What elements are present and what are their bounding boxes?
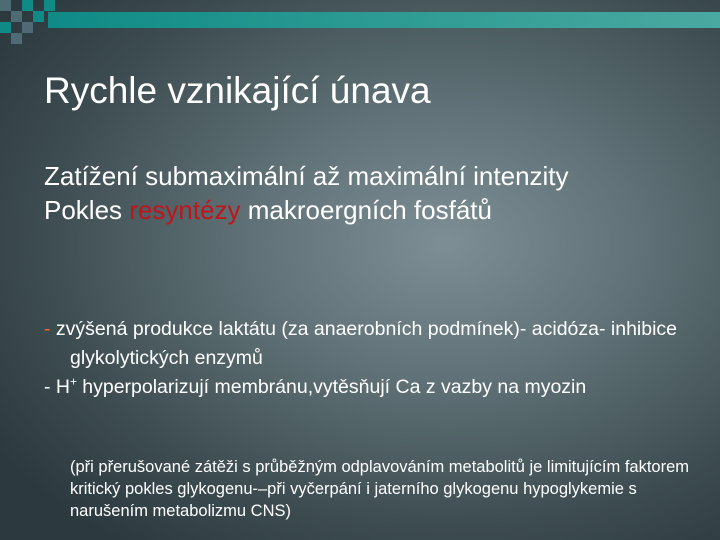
bullet-resynthesis-before: Pokles [44,195,130,225]
sub-bullet-lactate [44,315,684,373]
hydrogen-superscript: + [70,375,77,389]
sub-bullets [44,315,684,402]
sub-bullet-hydrogen-text: hyperpolarizují membránu,vytěsňují Ca z vazby na myozin [76,376,587,398]
slide-title: Rychle vznikající únava [44,70,431,111]
accent-bar [48,12,720,28]
main-bullets [44,160,694,228]
bullet-resynthesis [44,194,694,226]
dash-marker: - [44,376,51,398]
bullet-resynthesis-after: makroergních fosfátů [240,195,492,225]
sub-bullet-lactate-text: zvýšená produkce laktátu (za anaerobních podmínek)- acidóza- inhibice glykolytických enzymů [55,318,678,369]
sub-bullet-hydrogen [44,373,684,402]
dash-marker: - [44,318,51,340]
glycogen-note: (při přerušované zátěži s průběžným odplavováním metabolitů je limitujícím faktorem kritický pokles glykogenu-–při vyčerpání i jaterního glykogenu hypoglykemie s narušením metabolizmu CNS) [70,458,690,520]
bullet-load-intensity: Zatížení submaximální až maximální intenzity [44,161,569,191]
highlight-resynthesis: resyntézy [129,195,241,225]
hydrogen-symbol: H [55,376,71,398]
